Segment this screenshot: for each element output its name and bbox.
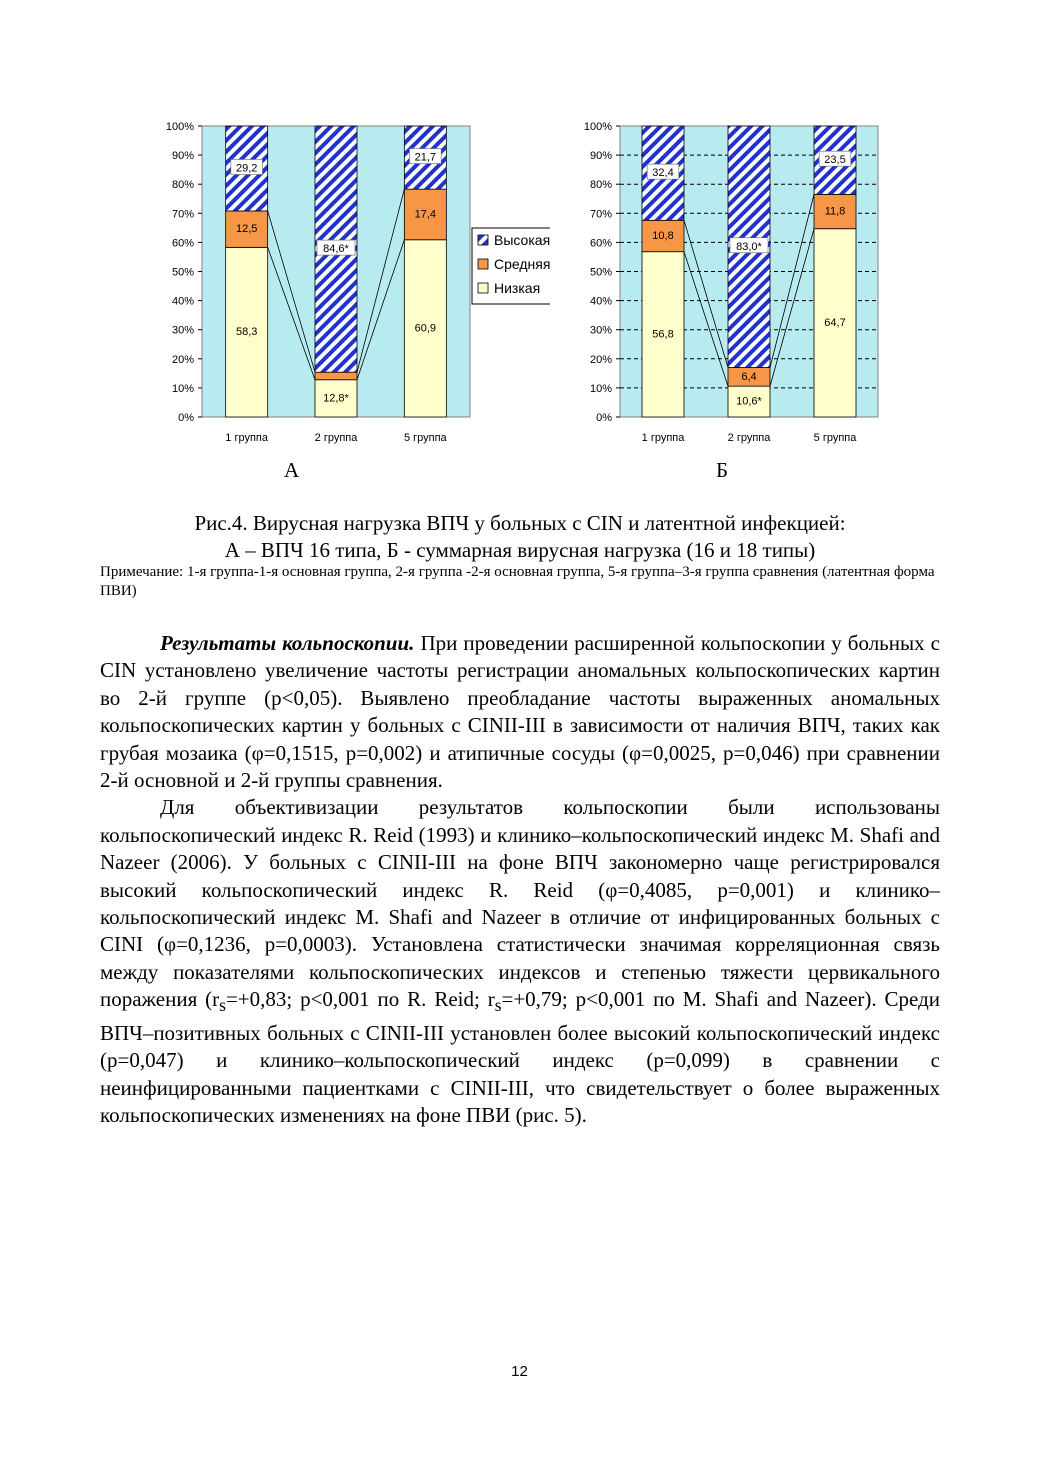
- data-label: 10,8: [652, 229, 674, 242]
- section-heading: Результаты кольпоскопии.: [160, 631, 415, 655]
- y-tick-label: 10%: [589, 382, 612, 395]
- y-tick-label: 40%: [171, 295, 194, 308]
- chart-a-legend: [472, 228, 550, 304]
- x-tick-label: 2 группа: [727, 432, 771, 444]
- data-label: 56,8: [652, 328, 674, 341]
- y-tick-label: 20%: [171, 353, 194, 366]
- y-tick-label: 50%: [589, 266, 612, 279]
- data-label: 12,8*: [323, 392, 349, 405]
- y-tick-label: 60%: [589, 237, 612, 250]
- data-label: 83,0*: [736, 240, 762, 253]
- y-tick-label: 0%: [596, 412, 612, 424]
- data-label: 84,6*: [323, 243, 349, 256]
- data-label: 6,4: [741, 370, 757, 383]
- y-tick-label: 30%: [171, 324, 194, 337]
- y-tick-label: 90%: [589, 150, 612, 163]
- chart-b-bars: [642, 126, 856, 417]
- y-tick-label: 60%: [171, 237, 194, 250]
- figure-note: Примечание: 1-я группа-1-я основная группа, 2-я группа -2-я основная группа, 5-я группа–3-я группа сравнения (латентная форма ПВИ): [100, 564, 935, 599]
- legend-swatch: [478, 259, 488, 269]
- paragraph-1: [100, 630, 940, 794]
- x-tick-label: 1 группа: [225, 432, 269, 444]
- x-tick-label: 5 группа: [403, 432, 447, 444]
- bar-segment-medium: [315, 372, 357, 380]
- x-tick-label: 2 группа: [314, 432, 358, 444]
- y-tick-label: 50%: [171, 266, 194, 279]
- legend-swatch: [478, 283, 488, 293]
- page-number: 12: [511, 1363, 528, 1380]
- paragraph-2-text-b: =+0,83; р<0,001 по R. Reid; r: [225, 987, 495, 1012]
- data-label: 21,7: [414, 151, 437, 164]
- y-tick-label: 70%: [171, 208, 194, 221]
- data-label: 64,7: [824, 316, 846, 329]
- chart-a: [150, 112, 550, 452]
- y-tick-label: 80%: [171, 179, 194, 192]
- data-label: 58,3: [235, 326, 258, 339]
- data-label: 17,4: [414, 208, 437, 221]
- y-tick-label: 30%: [589, 324, 612, 337]
- data-label: 32,4: [652, 167, 674, 180]
- data-label: 29,2: [235, 162, 258, 175]
- x-tick-label: 5 группа: [813, 432, 857, 444]
- data-label: 10,6*: [736, 395, 762, 408]
- data-label: 60,9: [414, 322, 437, 335]
- y-tick-label: 70%: [589, 208, 612, 221]
- legend-swatch: [478, 235, 488, 245]
- y-tick-label: 0%: [178, 412, 194, 424]
- paragraph-2-text-a: Для объективизации результатов кольпоскопии были использованы кольпоскопический индекс R. Reid (1993) и клинико–кольпоскопический индекс M. Shafi and Nazeer (2006). У больных с CINII-III на фоне ВПЧ закономерно чаще регистрировался высокий кольпоскопический индекс R. Reid (φ=0,4085, р=0,001) и клинико–кольпоскопический индекс M. Shafi and Nazeer в отличие от инфицированных больных с CINI (φ=0,1236, р=0,0003). Установлена статистически значимая корреляционная связь между показателями кольпоскопических индексов и степенью тяжести цервикального поражения (r: [100, 795, 940, 1012]
- body-text: [100, 630, 940, 1130]
- y-tick-label: 100%: [583, 121, 612, 133]
- y-tick-label: 90%: [171, 150, 194, 163]
- figure-caption-line2: А – ВПЧ 16 типа, Б - суммарная вирусная нагрузка (16 и 18 типы): [224, 538, 816, 562]
- panel-label-a: А: [284, 458, 300, 482]
- paragraph-2-text-c: =+0,79; р<0,001 по M. Shafi and Nazeer). Среди ВПЧ–позитивных больных с CINII-III установлен более высокий кольпоскопический индекс (р=0,047) и клинико–кольпоскопический индекс (р=0,099) в сравнении с неинфицированными пациентками с CINII-III, что свидетельствует о более выраженных кольпоскопических изменениях на фоне ПВИ (рис. 5).: [100, 987, 940, 1128]
- figure-caption-line1: Рис.4. Вирусная нагрузка ВПЧ у больных с CIN и латентной инфекцией:: [194, 511, 846, 535]
- y-tick-label: 10%: [171, 382, 194, 395]
- panel-label-b: Б: [716, 458, 729, 482]
- subscript-s: s: [219, 995, 226, 1016]
- legend-entry: Низкая: [494, 280, 541, 296]
- legend-entry: Средняя: [494, 256, 550, 272]
- data-label: 11,8: [824, 205, 846, 218]
- paragraph-2: [100, 794, 940, 1129]
- paragraph-1-text: При проведении расширенной кольпоскопии у больных с CIN установлено увеличение частоты регистрации аномальных кольпоскопических картин во 2-й группе (р<0,05). Выявлено преобладание частоты выраженных аномальных кольпоскопических картин у больных с CINII-III в зависимости от наличия ВПЧ, таких как грубая мозаика (φ=0,1515, р=0,002) и атипичные сосуды (φ=0,0025, р=0,046) при сравнении 2-й основной и 2-й группы сравнения.: [100, 631, 940, 793]
- chart-b: [570, 112, 890, 452]
- chart-a-bars: [226, 126, 447, 417]
- subscript-s: s: [494, 995, 502, 1016]
- y-tick-label: 40%: [589, 295, 612, 308]
- y-tick-label: 80%: [589, 179, 612, 192]
- data-label: 12,5: [235, 223, 258, 236]
- x-tick-label: 1 группа: [641, 432, 685, 444]
- y-tick-label: 100%: [165, 121, 194, 133]
- y-tick-label: 20%: [589, 353, 612, 366]
- data-label: 23,5: [824, 154, 846, 167]
- legend-entry: Высокая: [494, 232, 550, 248]
